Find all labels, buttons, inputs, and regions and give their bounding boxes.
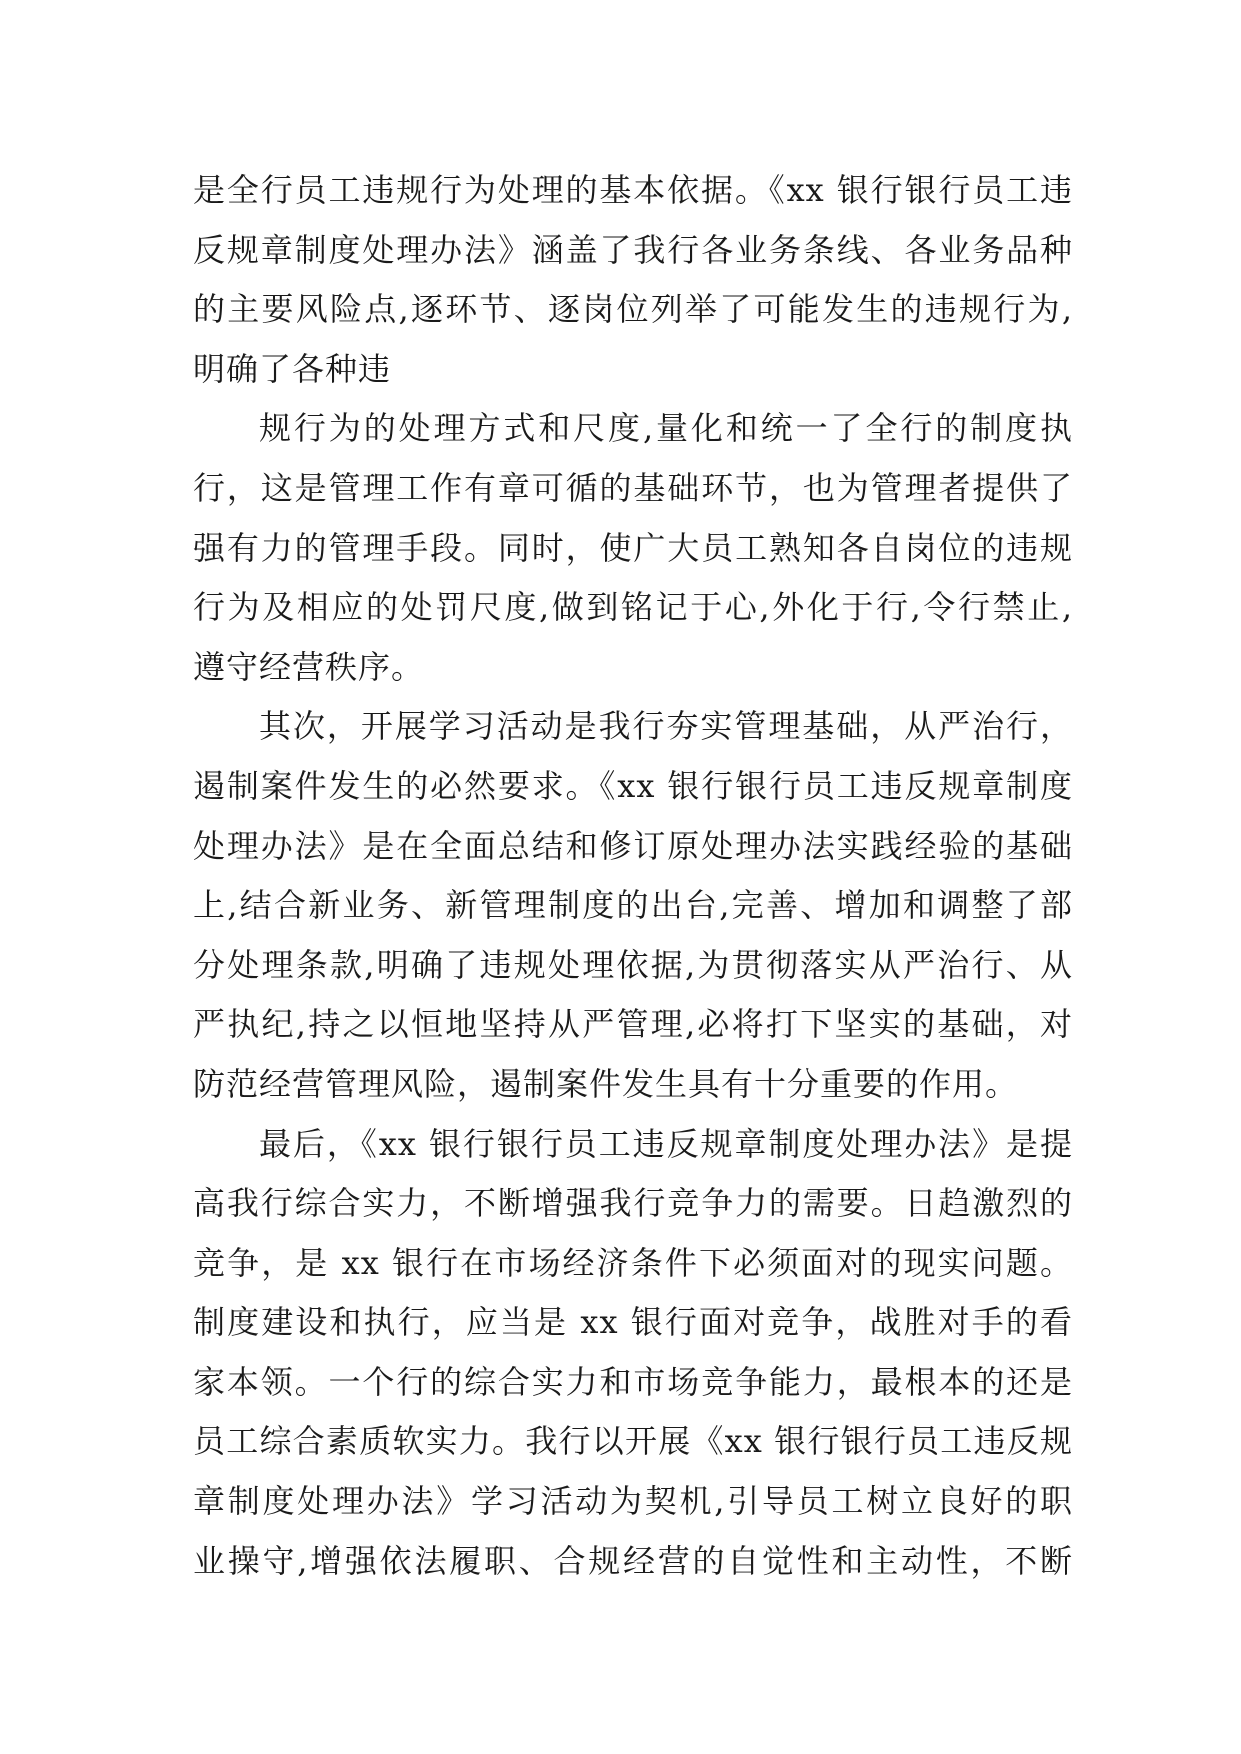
text-line: 分处理条款,明确了违规处理依据,为贯彻落实从严治行、从 xyxy=(193,945,1073,984)
text-line: 上,结合新业务、新管理制度的出台,完善、增加和调整了部 xyxy=(193,886,1073,925)
text-line: 章制度处理办法》学习活动为契机,引导员工树立良好的职 xyxy=(193,1482,1073,1521)
text-line: 其次，开展学习活动是我行夯实管理基础，从严治行， xyxy=(259,707,1073,746)
text-line: 遏制案件发生的必然要求。《xx 银行银行员工违反规章制度 xyxy=(193,766,1073,805)
text-line: 反规章制度处理办法》涵盖了我行各业务条线、各业务品种 xyxy=(193,230,1073,269)
text-line: 最后，《xx 银行银行员工违反规章制度处理办法》是提 xyxy=(259,1124,1073,1163)
paragraph-3 xyxy=(193,697,1073,1114)
text-line: 竞争，是 xx 银行在市场经济条件下必须面对的现实问题。 xyxy=(193,1243,1073,1282)
paragraph-4 xyxy=(193,1115,1073,1592)
text-line: 制度建设和执行，应当是 xx 银行面对竞争，战胜对手的看 xyxy=(193,1303,1073,1342)
text-line: 强有力的管理手段。同时，使广大员工熟知各自岗位的违规 xyxy=(193,528,1073,567)
text-line: 的主要风险点,逐环节、逐岗位列举了可能发生的违规行为, xyxy=(193,290,1073,329)
text-line: 防范经营管理风险，遏制案件发生具有十分重要的作用。 xyxy=(193,1064,1019,1103)
text-line: 家本领。一个行的综合实力和市场竞争能力，最根本的还是 xyxy=(193,1362,1073,1401)
text-line: 行，这是管理工作有章可循的基础环节，也为管理者提供了 xyxy=(193,468,1073,507)
text-line: 员工综合素质软实力。我行以开展《xx 银行银行员工违反规 xyxy=(193,1422,1073,1461)
text-line: 行为及相应的处罚尺度,做到铭记于心,外化于行,令行禁止, xyxy=(193,588,1073,627)
text-line: 规行为的处理方式和尺度,量化和统一了全行的制度执 xyxy=(259,409,1073,448)
paragraph-2 xyxy=(193,399,1073,697)
document-body xyxy=(193,161,1073,1591)
text-line: 处理办法》是在全面总结和修订原处理办法实践经验的基础 xyxy=(193,826,1073,865)
text-line: 明确了各种违 xyxy=(193,349,392,388)
text-line: 严执纪,持之以恒地坚持从严管理,必将打下坚实的基础，对 xyxy=(193,1005,1073,1044)
text-line: 遵守经营秩序。 xyxy=(193,647,425,686)
text-line: 业操守,增强依法履职、合规经营的自觉性和主动性，不断 xyxy=(193,1541,1073,1580)
paragraph-1 xyxy=(193,161,1073,399)
text-line: 高我行综合实力，不断增强我行竞争力的需要。日趋激烈的 xyxy=(193,1184,1073,1223)
text-line: 是全行员工违规行为处理的基本依据。《xx 银行银行员工违 xyxy=(193,171,1073,209)
